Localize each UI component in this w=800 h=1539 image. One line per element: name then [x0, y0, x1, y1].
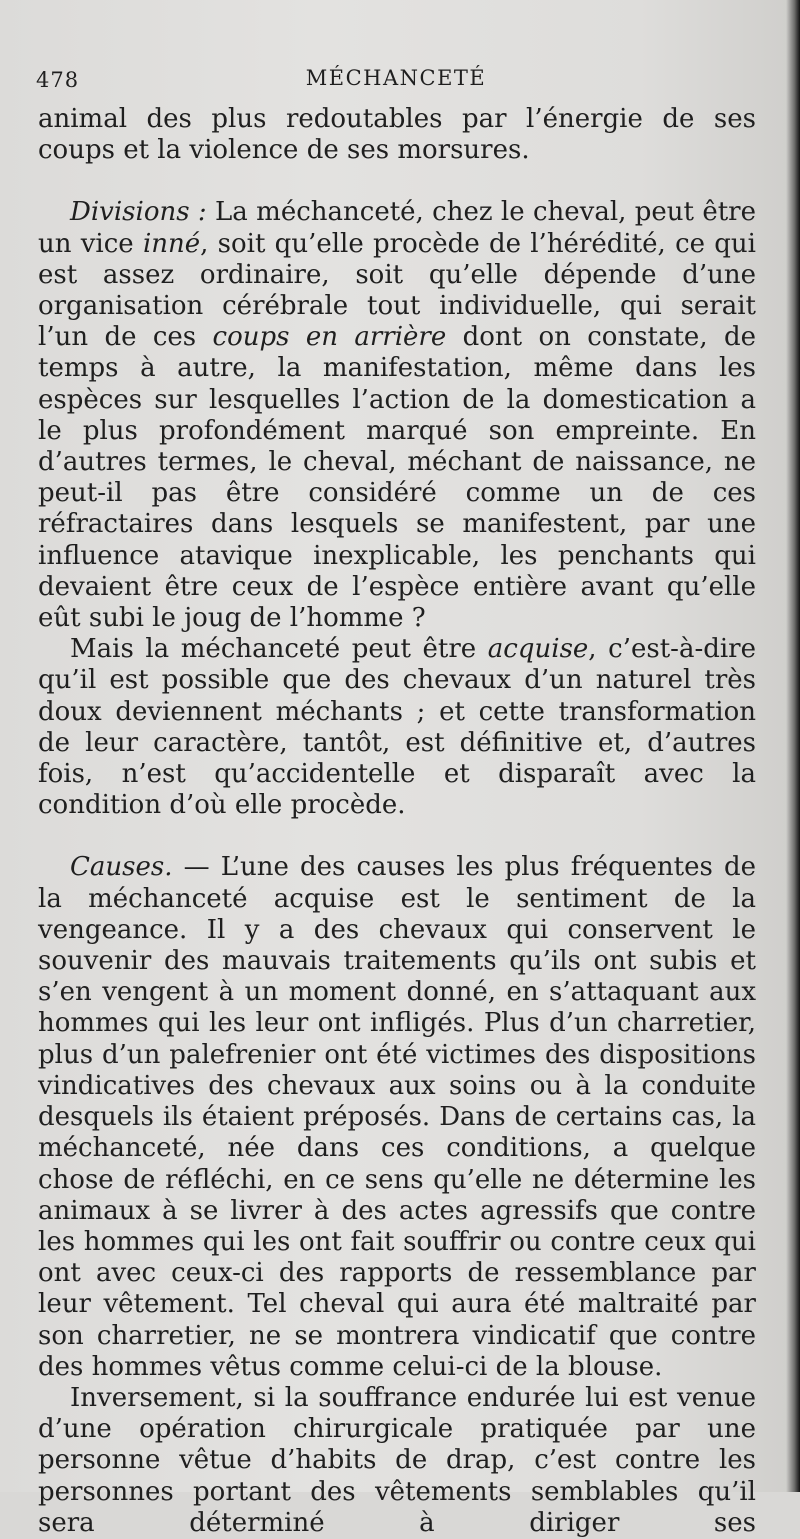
section-label: Causes.: [70, 852, 173, 883]
paragraph-gap: [38, 821, 756, 852]
paragraph-text: La méchanceté, chez le cheval, peut être un vice: [38, 197, 756, 259]
page-number: 478: [36, 68, 80, 92]
paragraph-text: — L’une des causes les plus fréquentes de la méchanceté acquise est le sentiment de la vengeance. Il y a des chevaux qui conservent le souvenir des mauvais traitements qu’ils ont subis et s’en vengent à un moment donné, en s’attaquant aux hommes qui les leur ont infligés. Plus d’un charretier, plus d’un palefrenier ont été victimes des dispositions vindicatives des chevaux aux soins ou à la conduite desquels ils étaient préposés. Dans de certains cas, la méchanceté, née dans ces conditions, a quelque chose de réfléchi, en ce sens qu’elle ne détermine les animaux à se livrer à des actes agressifs que contre les hommes qui les ont fait souffrir ou contre ceux qui ont avec ceux-ci des rapports de ressemblance par leur vêtement. Tel cheval qui aura été maltraité par son charretier, ne se montrera vindicatif que contre des hommes vêtus comme celui-ci de la blouse.: [38, 852, 756, 1382]
page-header: [36, 62, 756, 94]
paragraph-continuation: [38, 104, 756, 166]
paragraph-text: dont on constate, de temps à autre, la manifestation, même dans les espèces sur lesquelles l’action de la domestication a le plus profondément marqué son empreinte. En d’autres termes, le cheval, méchant de naissance, ne peut-il pas être considéré comme un de ces réfractaires dans lesquels se manifestent, par une influence atavique inexplicable, les penchants qui devaient être ceux de l’espèce entière avant qu’elle eût subi le joug de l’homme ?: [38, 322, 756, 634]
section-label: Divisions :: [70, 197, 207, 228]
book-spine-shadow: [786, 0, 800, 1492]
emphasis: inné: [142, 228, 201, 259]
paragraph-gap: [38, 166, 756, 197]
paragraph-divisions: [38, 197, 756, 634]
paragraph-text: Mais la méchanceté peut être: [70, 634, 488, 665]
paragraph-inversement: [38, 1383, 756, 1539]
paragraph-text: animal des plus redoutables par l’énergie de ses coups et la violence de ses morsures.: [38, 104, 756, 166]
emphasis: coups en arrière: [212, 322, 447, 353]
paragraph-causes: [38, 852, 756, 1382]
emphasis: acquise: [487, 634, 589, 665]
paragraph-acquise: [38, 634, 756, 821]
paragraph-text: , soit qu’elle procède de l’hérédité, ce qui est assez ordinaire, soit qu’elle dépende d’une organisation cérébrale tout individuelle, qui serait l’un de ces: [38, 228, 756, 353]
running-title: MÉCHANCETÉ: [305, 66, 487, 90]
paragraph-text: Inversement, si la souffrance endurée lui est venue d’une opération chirurgicale pratiquée par une personne vêtue d’habits de drap, c’est contre les personnes portant des vêtements semblables qu’il sera déterminé à diriger ses: [38, 1382, 756, 1538]
body-text: [38, 104, 756, 1539]
paragraph-text: , c’est-à-dire qu’il est possible que des chevaux d’un naturel très doux deviennent méchants ; et cette transformation de leur caractère, tantôt, est définitive et, d’autres fois, n’est qu’accidentelle et disparaît avec la condition d’où elle procède.: [38, 634, 756, 821]
